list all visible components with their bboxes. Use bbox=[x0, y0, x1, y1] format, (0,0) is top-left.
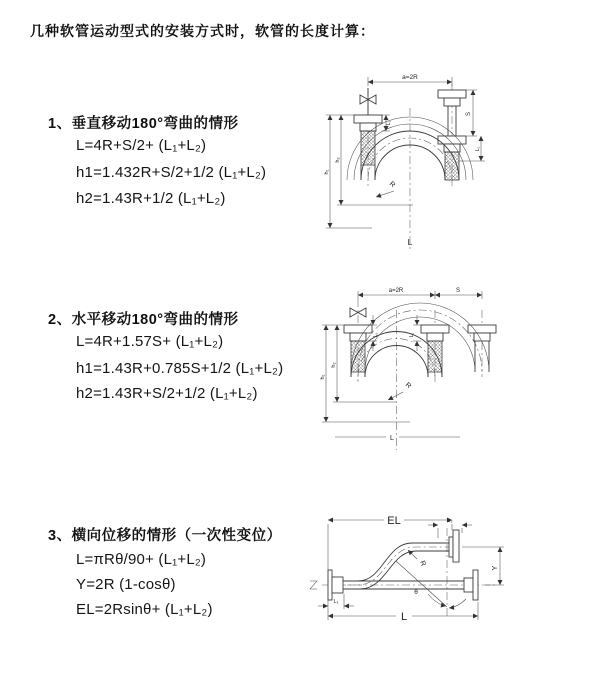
section-3-heading: 3、横向位移的情形（一次性变位） bbox=[48, 528, 282, 544]
dim-label-r: R bbox=[403, 381, 413, 391]
dimensions bbox=[318, 515, 504, 623]
dim-label-r: R bbox=[387, 180, 397, 190]
horizontal-180-bend-diagram bbox=[310, 282, 590, 462]
dim-label-theta: θ bbox=[414, 589, 418, 596]
page-title: 几种软管运动型式的安装方式时，软管的长度计算： bbox=[30, 23, 375, 39]
section-3-formula-Y: Y=2R (1-cosθ) bbox=[76, 576, 176, 593]
dim-label-l1: L₁ bbox=[333, 599, 339, 605]
dim-label-l: L bbox=[390, 435, 394, 442]
dim-label-l1-mid: L₁ bbox=[409, 332, 415, 338]
dim-label-el: EL bbox=[387, 515, 401, 527]
dim-label-l1-left: L₁ bbox=[386, 120, 392, 126]
hose-drawing bbox=[310, 530, 478, 607]
dim-label-h2: h₂ bbox=[335, 157, 341, 163]
section-3-formula-L: L=πRθ/90+ (L₁+L₂) bbox=[76, 551, 207, 568]
dim-label-l: L bbox=[407, 237, 413, 247]
section-1-formula-h2: h2=1.43R+1/2 (L₁+L₂) bbox=[76, 190, 226, 207]
section-3-formula-EL: EL=2Rsinθ+ (L₁+L₂) bbox=[76, 601, 213, 618]
dim-label-h2: h₂ bbox=[331, 362, 337, 368]
dim-label-y: Y bbox=[492, 565, 499, 571]
dim-label-a2r: a=2R bbox=[388, 288, 404, 294]
section-1-formula-h1: h1=1.432R+S/2+1/2 (L₁+L₂) bbox=[76, 164, 267, 181]
section-2-heading: 2、水平移动180°弯曲的情形 bbox=[48, 312, 239, 328]
section-2-formula-L: L=4R+1.57S+ (L₁+L₂) bbox=[76, 333, 224, 350]
lateral-displacement-diagram bbox=[300, 500, 600, 660]
centerlines bbox=[368, 84, 452, 250]
dimensions bbox=[324, 74, 485, 247]
dim-label-s: S bbox=[466, 111, 472, 117]
dim-label-l1-left: L₁ bbox=[373, 332, 379, 338]
dim-label-h1: h₁ bbox=[320, 374, 326, 380]
dim-label-r: R bbox=[418, 559, 427, 568]
dim-label-s: S bbox=[455, 288, 461, 294]
dim-label-a2r: a=2R bbox=[402, 74, 418, 81]
centerlines bbox=[358, 299, 482, 450]
dim-label-l1-right: L₁ bbox=[475, 146, 481, 152]
hose-drawing bbox=[347, 88, 473, 180]
section-1-heading: 1、垂直移动180°弯曲的情形 bbox=[48, 116, 239, 132]
dimensions bbox=[320, 288, 482, 442]
section-1-formula-L: L=4R+S/2+ (L₁+L₂) bbox=[76, 137, 207, 154]
section-2-formula-h1: h1=1.43R+0.785S+1/2 (L₁+L₂) bbox=[76, 360, 284, 377]
dim-label-h1: h₁ bbox=[324, 169, 330, 175]
dim-label-l2: L₂ bbox=[447, 518, 453, 524]
dim-label-l: L bbox=[400, 611, 408, 623]
section-2-formula-h2: h2=1.43R+S/2+1/2 (L₁+L₂) bbox=[76, 385, 258, 402]
vertical-180-bend-diagram bbox=[310, 68, 590, 258]
